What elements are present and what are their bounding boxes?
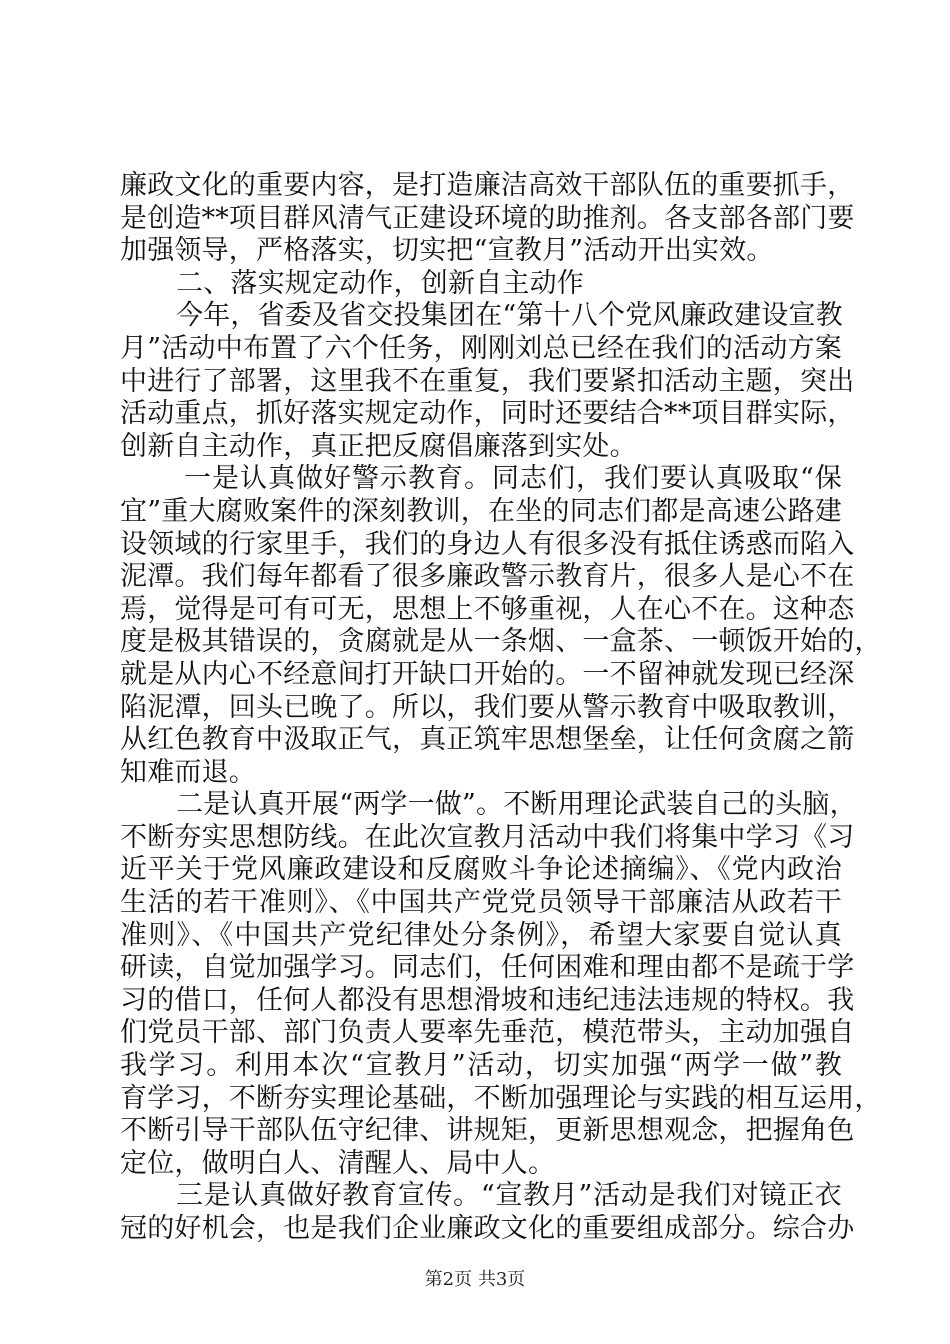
text-line: 焉，觉得是可有可无，思想上不够重视，人在心不在。这种态	[120, 593, 855, 625]
page-number-label: 第2页 共3页	[424, 1269, 526, 1290]
text-line: 研读，自觉加强学习。同志们，任何困难和理由都不是疏于学	[120, 952, 855, 984]
text-line: 习的借口，任何人都没有思想滑坡和违纪违法违规的特权。我	[120, 984, 855, 1016]
document-body	[120, 170, 882, 1246]
text-line: 度是极其错误的，贪腐就是从一条烟、一盒茶、一顿饭开始的，	[120, 626, 882, 658]
text-line: 泥潭。我们每年都看了很多廉政警示教育片，很多人是心不在	[120, 561, 855, 593]
text-line: 宜”重大腐败案件的深刻教训，在坐的同志们都是高速公路建	[120, 495, 842, 527]
text-line: 生活的若干准则》、《中国共产党党员领导干部廉洁从政若干	[120, 887, 842, 919]
text-line: 廉政文化的重要内容，是打造廉洁高效干部队伍的重要抓手，	[120, 170, 855, 201]
text-line: 育学习，不断夯实理论基础，不断加强理论与实践的相互运用，	[120, 1082, 882, 1114]
text-line: 我学习。利用本次“宣教月”活动，切实加强“两学一做”教	[120, 1050, 842, 1082]
text-line: 中进行了部署，这里我不在重复，我们要紧扣活动主题，突出	[120, 365, 855, 397]
text-line: 近平关于党风廉政建设和反腐败斗争论述摘编》、《党内政治	[120, 854, 842, 886]
text-line: 从红色教育中汲取正气，真正筑牢思想堡垒，让任何贪腐之箭	[120, 724, 855, 756]
text-line: 知难而退。	[120, 756, 256, 788]
text-line: 二是认真开展“两学一做”。不断用理论武装自己的头脑，	[176, 789, 857, 821]
text-line: 设领域的行家里手，我们的身边人有很多没有抵住诱惑而陷入	[120, 528, 855, 560]
text-line: 月”活动中布置了六个任务，刚刚刘总已经在我们的活动方案	[120, 332, 842, 364]
text-line: 们党员干部、部门负责人要率先垂范，模范带头，主动加强自	[120, 1017, 855, 1049]
text-line: 创新自主动作，真正把反腐倡廉落到实处。	[120, 430, 637, 462]
text-line: 不断引导干部队伍守纪律、讲规矩，更新思想观念，把握角色	[120, 1115, 855, 1147]
text-line: 陷泥潭，回头已晚了。所以，我们要从警示教育中吸取教训，	[120, 691, 855, 723]
text-line: 加强领导，严格落实，切实把“宣教月”活动开出实效。	[120, 235, 774, 267]
text-line: 准则》、《中国共产党纪律处分条例》，希望大家要自觉认真	[120, 919, 842, 951]
text-line: 不断夯实思想防线。在此次宣教月活动中我们将集中学习《习	[120, 821, 855, 853]
text-line: 今年，省委及省交投集团在“第十八个党风廉政建设宣教	[176, 300, 843, 332]
page-footer	[0, 1265, 950, 1291]
text-line: 冠的好机会，也是我们企业廉政文化的重要组成部分。综合办	[120, 1213, 855, 1244]
text-line: 二、落实规定动作，创新自主动作	[176, 267, 584, 299]
text-line: 定位，做明白人、清醒人、局中人。	[120, 1147, 556, 1179]
text-line: 三是认真做好教育宣传。“宣教月”活动是我们对镜正衣	[176, 1180, 842, 1212]
text-line: 一是认真做好警示教育。同志们，我们要认真吸取“保	[184, 463, 842, 495]
text-line: 活动重点，抓好落实规定动作，同时还要结合**项目群实际，	[120, 398, 855, 430]
text-line: 就是从内心不经意间打开缺口开始的。一不留神就发现已经深	[120, 658, 855, 690]
text-line: 是创造**项目群风清气正建设环境的助推剂。各支部各部门要	[120, 202, 855, 234]
